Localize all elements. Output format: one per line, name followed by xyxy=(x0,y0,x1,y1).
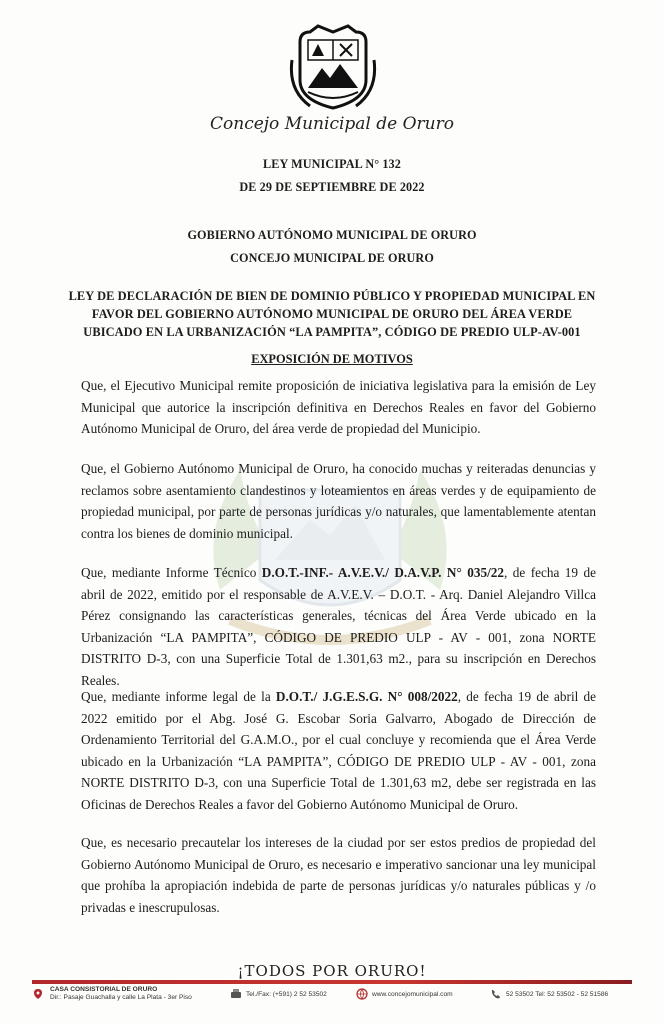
law-number: LEY MUNICIPAL N° 132 xyxy=(263,157,401,171)
telephone-handset-icon xyxy=(490,988,502,1000)
location-pin-icon xyxy=(32,988,44,1000)
council-name: CONCEJO MUNICIPAL DE ORURO xyxy=(230,251,434,265)
footer-phone: Tel./Fax: (+591) 2 52 53502 xyxy=(246,991,327,998)
paragraph: Que, es necesario precautelar los intereses de la ciudad por ser estos predios de propiedad del Gobierno Autónomo Municipal de Oruro, es necesario e imperativo sancionar una ley municipal que prohíba la apropiación indebida de parte de personas jurídicas y/o naturales públicas y /o privadas e inescrupulosas. xyxy=(81,835,596,915)
law-date: DE 29 DE SEPTIEMBRE DE 2022 xyxy=(239,180,425,194)
law-title-line: FAVOR DEL GOBIERNO AUTÓNOMO MUNICIPAL DE ORURO DEL ÁREA VERDE xyxy=(91,307,573,321)
council-signature: Concejo Municipal de Oruro xyxy=(210,114,454,134)
globe-icon xyxy=(356,988,368,1000)
report-reference: D.O.T.-INF.- A.V.E.V./ D.A.V.P. N° 035/22 xyxy=(261,565,505,580)
office-title: CASA CONSISTORIAL DE ORURO xyxy=(50,986,158,993)
footer-website: www.concejomunicipal.com xyxy=(372,991,453,998)
paragraph-text: Que, mediante informe legal de la xyxy=(81,689,276,704)
paragraph-text: , de fecha 19 de abril de 2022, emitido por el responsable de A.V.E.V. – D.O.T. - Arq. Daniel Alejandro Villca Pérez consignando las características generales, técnicas del Área Verde ubicado en la Urbanización “LA PAMPITA”, CÓDIGO DE PREDIO ULP - AV - 001, zona NORTE DISTRITO D-3, con una Superficie Total de 1.301,63 m2., para su inscripción en Derechos Reales. xyxy=(81,565,596,688)
paragraph xyxy=(81,686,596,816)
paragraph-text: Que, mediante Informe Técnico xyxy=(81,565,262,580)
paragraph: Que, el Gobierno Autónomo Municipal de Oruro, ha conocido muchas y reiteradas denuncias y reclamos sobre asentamiento clandestinos y loteamientos en áreas verdes y de equipamiento de propiedad municipal, por parte de personas jurídicas y/o naturales, que lamentablemente atentan contra los bienes de dominio municipal. xyxy=(81,461,596,541)
municipal-crest-icon xyxy=(288,20,378,114)
law-title-line: LEY DE DECLARACIÓN DE BIEN DE DOMINIO PÚBLICO Y PROPIEDAD MUNICIPAL EN xyxy=(68,289,596,303)
phone-fax-icon xyxy=(230,988,242,1000)
footer-address-block xyxy=(50,986,192,1002)
footer-contact xyxy=(32,986,642,1008)
paragraph-text: , de fecha 19 de abril de 2022 emitido por el Abg. José G. Escobar Soria Galvarro, Abogado de Dirección de Ordenamiento Territorial del G.A.M.O., por el cual concluye y recomienda que el Área Verde ubicado en la Urbanización “LA PAMPITA”, CÓDIGO DE PREDIO ULP - AV - 001, zona NORTE DISTRITO D-3, con una Superficie Total de 1.301,63 m2, debe ser registrada en las Oficinas de Derechos Reales a favor del Gobierno Autónomo Municipal de Oruro. xyxy=(81,689,597,812)
footer-numbers: 52 53502 Tel: 52 53502 - 52 51586 xyxy=(506,991,609,998)
section-title: EXPOSICIÓN DE MOTIVOS xyxy=(251,352,413,366)
footer-divider xyxy=(32,980,632,984)
report-reference: D.O.T./ J.G.E.S.G. N° 008/2022 xyxy=(275,689,458,704)
law-title-line: UBICADO EN LA URBANIZACIÓN “LA PAMPITA”, CÓDIGO DE PREDIO ULP-AV-001 xyxy=(83,325,581,339)
footer-slogan: ¡TODOS POR ORURO! xyxy=(237,962,427,980)
government-name: GOBIERNO AUTÓNOMO MUNICIPAL DE ORURO xyxy=(187,228,477,242)
office-address: Dir.: Pasaje Guachalla y calle La Plata - 3er Piso xyxy=(50,994,192,1001)
paragraph xyxy=(81,562,596,692)
paragraph: Que, el Ejecutivo Municipal remite proposición de iniciativa legislativa para la emisión de Ley Municipal que autorice la inscripción definitiva en Derechos Reales en favor del Gobierno Autónomo Municipal de Oruro, del área verde de propiedad del Municipio. xyxy=(81,378,596,437)
law-title xyxy=(0,287,664,341)
